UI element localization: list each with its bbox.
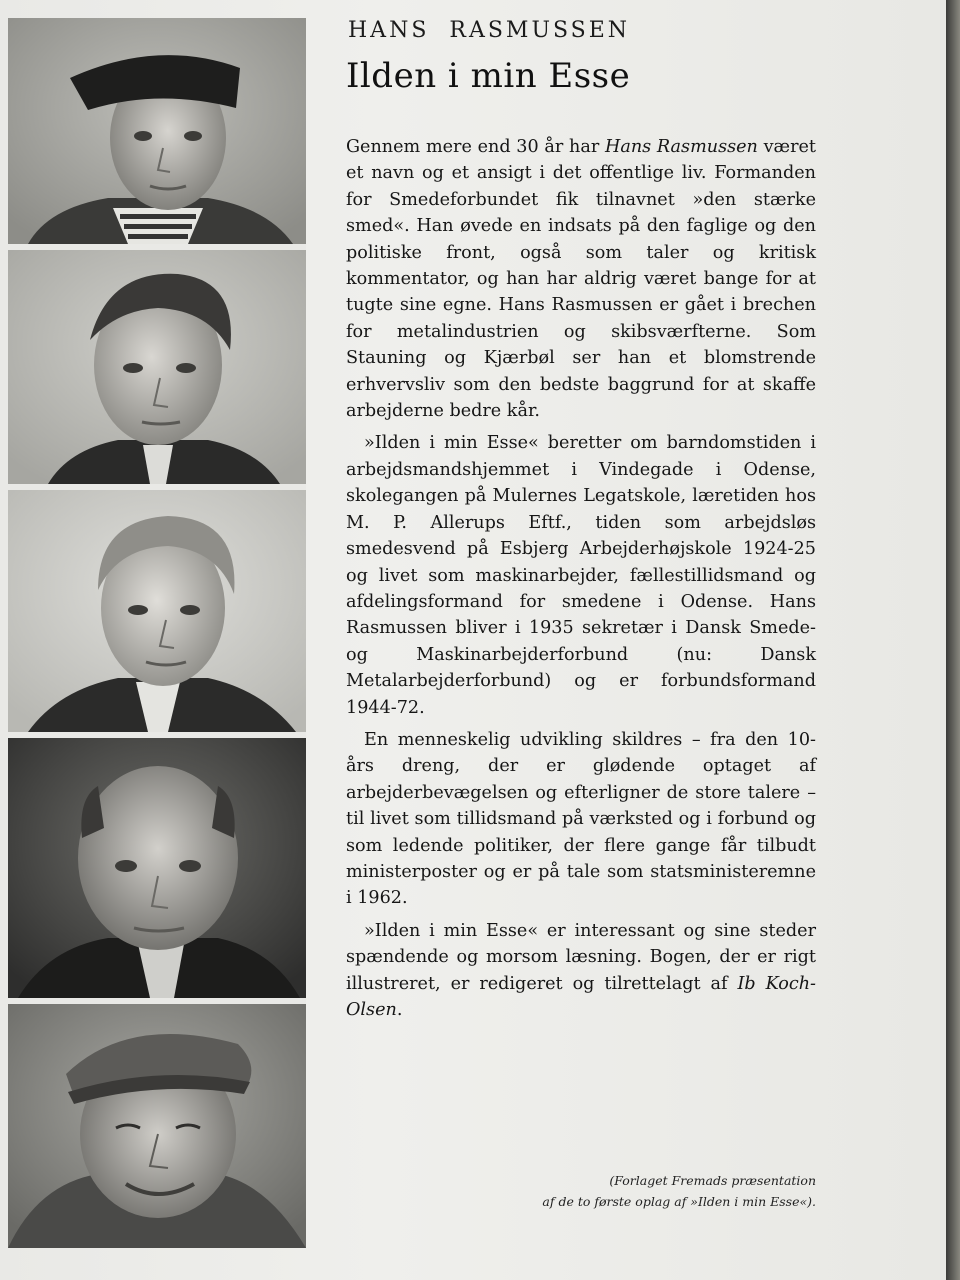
cover-edge-shadow (946, 0, 960, 1280)
blurb-paragraph-4: »Ilden i min Esse« er interessant og sine steder spændende og morsom læsning. Bogen, der er rigt illustreret, er redigeret og tilrettelagt af Ib Koch-Olsen. (346, 920, 816, 1020)
blurb-paragraph-1: Gennem mere end 30 år har Hans Rasmussen været et navn og et ansigt i det offentlige liv. Formanden for Smedeforbundet fik tilnavnet »den stærke smed«. Han øvede en indsats på den faglige og den politiske front, også som taler og kritisk kommentator, og han har aldrig været bange for at tugte sine egne. Hans Rasmussen er gået i brechen for metalindustrien og skibsværfterne. Som Stauning og Kjærbøl ser han et blomstrende erhvervsliv som den bedste baggrund for at skaffe arbejderne bedre kår. (346, 137, 816, 422)
blurb-paragraph-2: »Ilden i min Esse« beretter om barndomstiden i arbejdsmandshjemmet i Vindegade i Odense, skolegangen på Mulernes Legatskole, læretiden hos M. P. Allerups Eftf., tiden som arbejdsløs smedesvend på Esbjerg Arbejderhøjskole 1924-25 og livet som maskinarbejder, fællestillidsmand og afdelingsformand for smedene i Odense. Hans Rasmussen bliver i 1935 sekretær i Dansk Smede- og Maskinarbejderforbund (nu: Dansk Metalarbejderforbund) og er forbundsformand 1944-72. (346, 433, 816, 718)
emphasis-editor: Ib Koch-Olsen (346, 973, 816, 1020)
author-name: HANS RASMUSSEN (348, 18, 631, 43)
portrait-photo-man-in-cap (8, 1004, 306, 1248)
blurb-text (346, 134, 816, 1029)
publisher-note-line-1: (Forlaget Fremads præsentation (609, 1173, 816, 1188)
publisher-note-line-2: af de to første oplag af »Ilden i min Esse«). (542, 1194, 816, 1209)
portrait-photo-boy-sailor (8, 18, 306, 250)
portrait-photo-young-man (8, 250, 306, 490)
portrait-photo-man-in-suit (8, 490, 306, 738)
publisher-note (460, 1170, 816, 1212)
blurb-paragraph-3: En menneskelig udvikling skildres – fra den 10-års dreng, der er glødende optaget af arbejderbevægelsen og efterligner de store talere – til livet som tillidsmand på værksted og i forbund og som ledende politiker, der flere gange får tilbudt ministerposter og er på tale som statsministeremne i 1962. (346, 729, 816, 909)
book-title: Ilden i min Esse (346, 56, 631, 96)
portrait-photo-balding-man (8, 738, 306, 1004)
portrait-column (8, 18, 306, 1248)
emphasis-author: Hans Rasmussen (604, 137, 758, 157)
